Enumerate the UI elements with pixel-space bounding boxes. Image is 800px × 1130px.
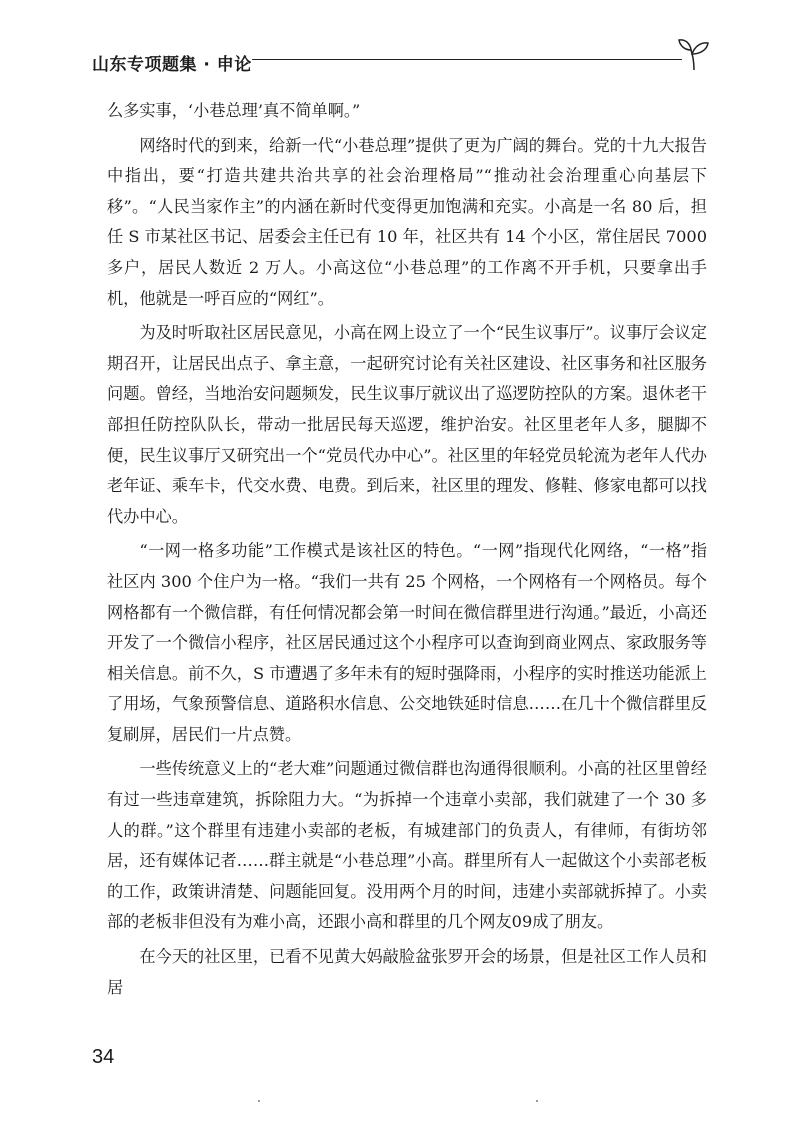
paragraph-grid-model: “一网一格多功能”工作模式是该社区的特色。“一网”指现代化网络，“一格”指社区内 300 个住户为一格。“我们一共有 25 个网格，一个网格有一个网格员。每个网格都有一个微信群，有任何情况都会第一时间在微信群里进行沟通。”最近，小高还开发了一个微信小程序，社区居民通过这个小程序可以查询到商业网点、家政服务等相关信息。前不久，S 市遭遇了多年未有的短时强降雨，小程序的实时推送功能派上了用场，气象预警信息、道路积水信息、公交地铁延时信息……在几十个微信群里反复刷屏，居民们一片点赞。 [107, 541, 707, 744]
article-body [107, 96, 707, 1007]
scan-speck [536, 1100, 538, 1102]
paragraph-today: 在今天的社区里，已看不见黄大妈敲脸盆张罗开会的场景，但是社区工作人员和居 [107, 947, 707, 997]
sprout-icon [677, 36, 711, 72]
header-rule [252, 59, 682, 60]
running-header [92, 44, 720, 74]
scan-speck [258, 1100, 260, 1102]
paragraph-wechat-groups: 一些传统意义上的“老大难”问题通过微信群也沟通得很顺利。小高的社区里曾经有过一些违章建筑，拆除阻力大。“为拆掉一个违章小卖部，我们就建了一个 30 多人的群。”这个群里有违建小卖部的老板，有城建部门的负责人，有律师，有街坊邻居，还有媒体记者……群主就是“小巷总理”小高。群里所有人一起做这个小卖部老板的工作，政策讲清楚、问题能回复。没用两个月的时间，违建小卖部就拆掉了。小卖部的老板非但没有为难小高，还跟小高和群里的几个网友09成了朋友。 [107, 759, 707, 932]
paragraph-continuation: 么多实事，‘小巷总理’真不简单啊。” [107, 101, 361, 120]
paragraph-network-era: 网络时代的到来，给新一代“小巷总理”提供了更为广阔的舞台。党的十九大报告中指出，要“打造共建共治共享的社会治理格局”“推动社会治理重心向基层下移”。“人民当家作主”的内涵在新时代变得更加饱满和充实。小高是一名 80 后，担任 S 市某社区书记、居委会主任已有 10 年，社区共有 14 个小区，常住居民 7000 多户，居民人数近 2 万人。小高这位“小巷总理”的工作离不开手机，只要拿出手机，他就是一呼百应的“网红”。 [107, 135, 707, 308]
page-number: 34 [92, 1046, 115, 1068]
paragraph-livelihood-hall: 为及时听取社区居民意见，小高在网上设立了一个“民生议事厅”。议事厅会议定期召开，让居民出点子、拿主意，一起研究讨论有关社区建设、社区事务和社区服务问题。曾经，当地治安问题频发，民生议事厅就议出了巡逻防控队的方案。退休老干部担任防控队队长，带动一批居民每天巡逻，维护治安。社区里老年人多，腿脚不便，民生议事厅又研究出一个“党员代办中心”。社区里的年轻党员轮流为老年人代办老年证、乘车卡，代交水费、电费。到后来，社区里的理发、修鞋、修家电都可以找代办中心。 [107, 323, 707, 526]
header-title: 山东专项题集 · 申论 [92, 55, 252, 75]
